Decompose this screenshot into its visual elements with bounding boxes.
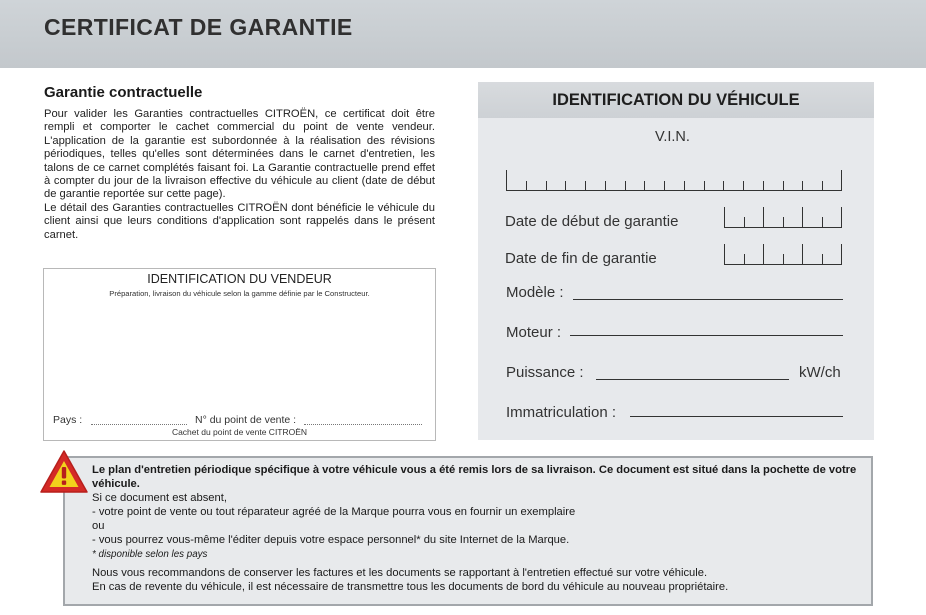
vendor-title: IDENTIFICATION DU VENDEUR (147, 272, 332, 286)
page-title: CERTIFICAT DE GARANTIE (44, 14, 353, 40)
contract-paragraph-2: Le détail des Garanties contractuelles CITROËN dont bénéficie le véhicule du client ainsi que leurs conditions d'application sont rappelés dans le présent carnet. (44, 201, 435, 241)
dealer-stamp-label: Cachet du point de vente CITROËN (171, 427, 308, 437)
vendor-subtitle: Préparation, livraison du véhicule selon la gamme définie par le Constructeur. (109, 289, 370, 298)
dealer-number-label: N° du point de vente : (195, 414, 297, 426)
contract-paragraph-1: Pour valider les Garanties contractuelles CITROËN, ce certificat doit être rempli et comporter le cachet commercial du point de vente vendeur. L'application de la garantie est subordonnée à la réalisation des révisions périodiques, telles qu'elles sont déterminées dans le carnet d'entretien, les talons de ce carnet complétés faisant foi. La Garantie contractuelle prend effet à compter du jour de la livraison effective du véhicule au client (date de début de garantie reportée sur cette page). (44, 108, 435, 201)
vin-label: V.I.N. (655, 129, 690, 145)
notice-line-6: En cas de revente du véhicule, il est nécessaire de transmettre tous les documents de bord du véhicule au nouveau propriétaire. (92, 581, 729, 593)
notice-line-2: - votre point de vente ou tout réparateur agréé de la Marque pourra vous en fournir un exemplaire (92, 506, 576, 518)
power-field[interactable] (596, 379, 789, 380)
notice-line-1: Si ce document est absent, (92, 492, 227, 504)
country-field[interactable] (91, 424, 187, 425)
registration-field[interactable] (630, 416, 843, 417)
warranty-start-date-field[interactable] (724, 207, 842, 228)
maintenance-notice-text (92, 463, 864, 594)
contract-warranty-text (44, 108, 435, 242)
notice-line-3: ou (92, 520, 105, 532)
warning-icon (39, 449, 89, 495)
warranty-start-label: Date de début de garantie (505, 213, 679, 230)
engine-field[interactable] (570, 335, 843, 336)
vin-field[interactable] (506, 170, 842, 191)
notice-bold-text: Le plan d'entretien périodique spécifique à votre véhicule vous a été remis lors de sa livraison. Ce document est situé dans la pochette de votre véhicule. (92, 464, 857, 490)
vehicle-identification-panel (478, 82, 874, 440)
warranty-end-label: Date de fin de garantie (505, 250, 657, 267)
registration-label: Immatriculation : (506, 404, 617, 421)
notice-line-4: - vous pourrez vous-même l'éditer depuis votre espace personnel* du site Internet de la Marque. (92, 534, 570, 546)
vendor-identification-box (43, 268, 436, 441)
warranty-end-date-field[interactable] (724, 244, 842, 265)
engine-label: Moteur : (506, 324, 562, 341)
vehicle-title: IDENTIFICATION DU VÉHICULE (552, 91, 800, 109)
contract-warranty-title: Garantie contractuelle (44, 84, 203, 101)
power-unit: kW/ch (799, 364, 841, 381)
country-label: Pays : (53, 414, 83, 426)
model-label: Modèle : (506, 284, 564, 301)
model-field[interactable] (573, 299, 843, 300)
dealer-number-field[interactable] (304, 424, 422, 425)
power-label: Puissance : (506, 364, 584, 381)
notice-line-5: Nous vous recommandons de conserver les factures et les documents se rapportant à l'entretien effectué sur votre véhicule. (92, 567, 708, 579)
page-header (0, 0, 926, 68)
vehicle-panel-header (478, 82, 874, 118)
notice-footnote: * disponible selon les pays (92, 549, 208, 560)
